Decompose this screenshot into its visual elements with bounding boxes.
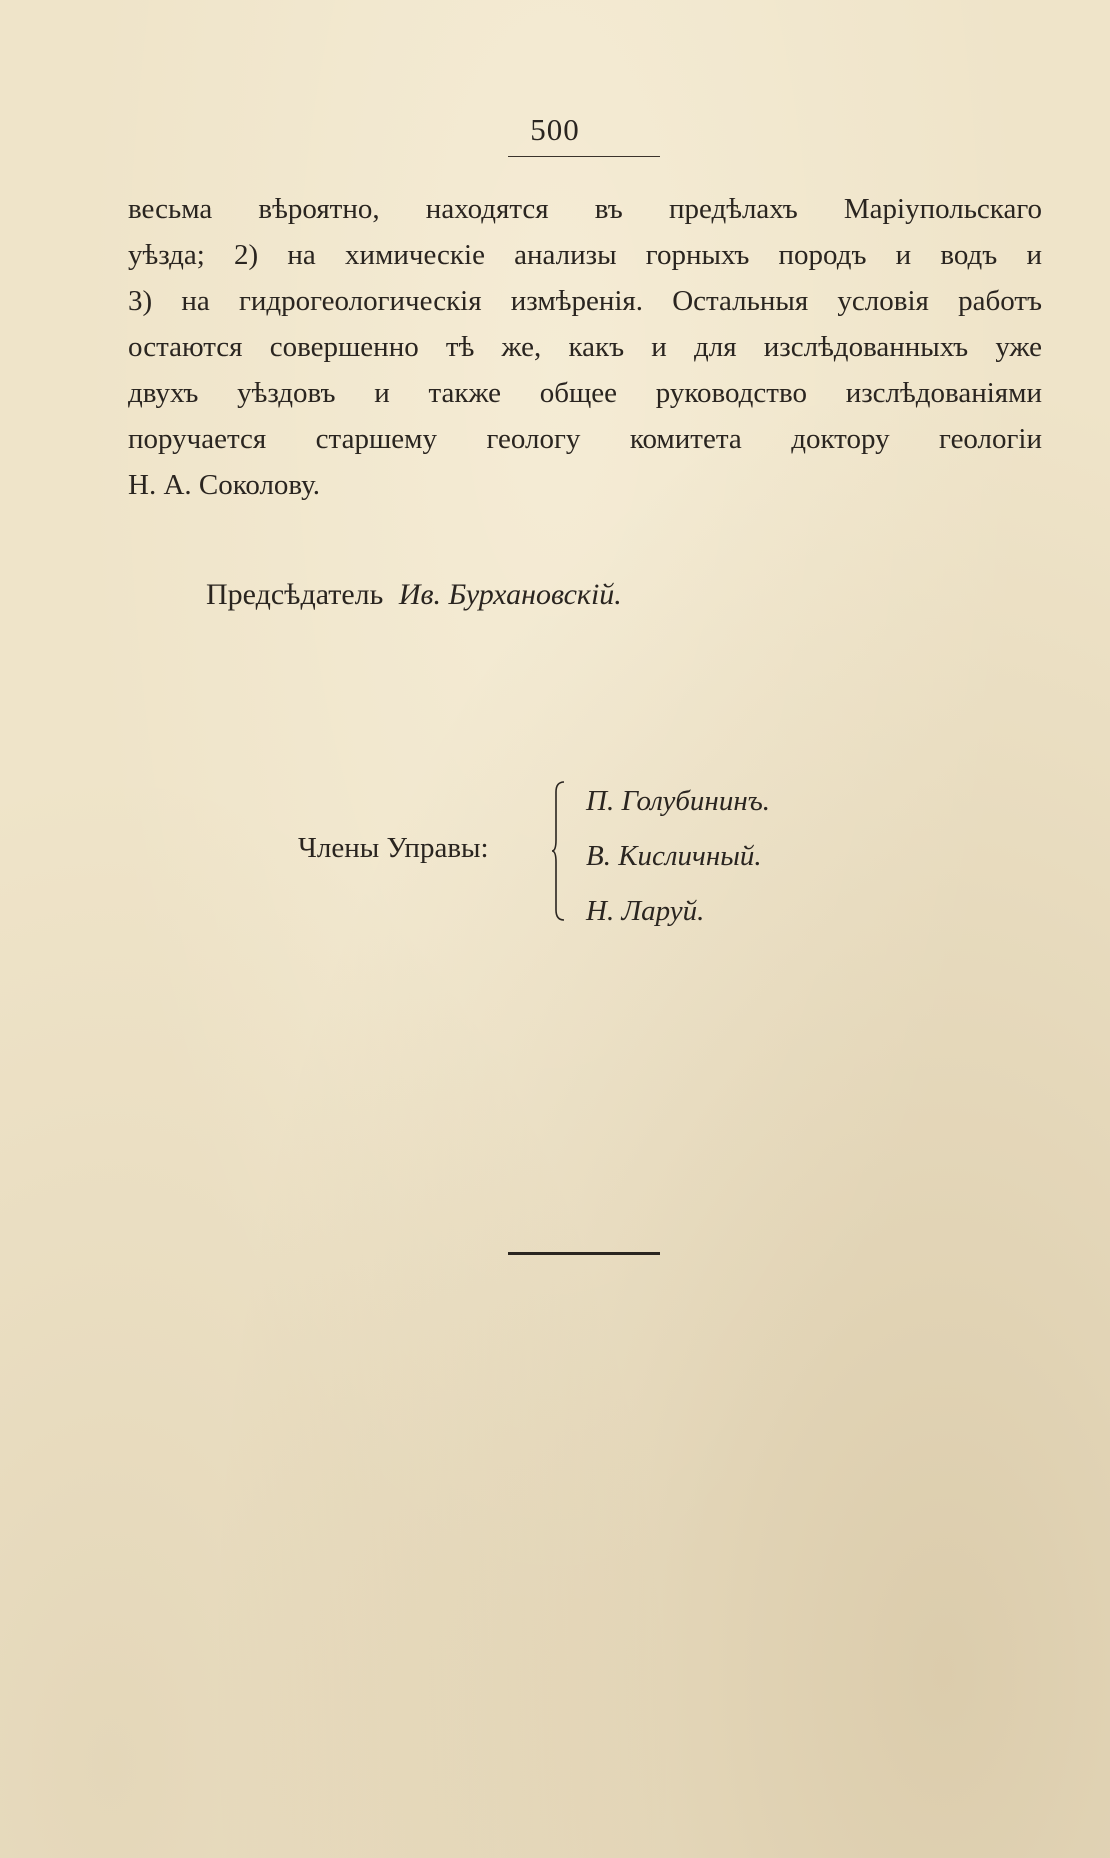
header-rule	[508, 156, 660, 157]
chairman-signature-line	[206, 578, 622, 612]
board-member: П. Голубининъ.	[586, 785, 771, 817]
paragraph-line: весьма вѣроятно, находятся въ предѣлахъ Маріупольскаго	[128, 193, 1042, 225]
board-member: В. Кисличный.	[586, 840, 762, 872]
chairman-title: Предсѣдатель	[206, 578, 384, 611]
board-members-label: Члены Управы:	[298, 832, 489, 864]
paragraph-line: уѣзда; 2) на химическіе анализы горныхъ породъ и водъ и	[128, 239, 1042, 271]
paragraph-line: 3) на гидрогеологическія измѣренія. Остальныя условія работъ	[128, 285, 1042, 317]
paragraph-line: поручается старшему геологу комитета доктору геологіи	[128, 423, 1042, 455]
board-member: Н. Ларуй.	[586, 895, 705, 927]
paragraph-line: Н. А. Соколову.	[128, 469, 320, 501]
paragraph-line: остаются совершенно тѣ же, какъ и для изслѣдованныхъ уже	[128, 331, 1042, 363]
end-rule	[508, 1252, 660, 1255]
curly-brace	[552, 780, 566, 922]
paragraph-line: двухъ уѣздовъ и также общее руководство изслѣдованіями	[128, 377, 1042, 409]
page-number: 500	[530, 112, 580, 147]
board-members-list	[586, 778, 770, 943]
body-paragraph	[128, 186, 1042, 508]
chairman-name: Ив. Бурхановскій.	[398, 578, 622, 611]
